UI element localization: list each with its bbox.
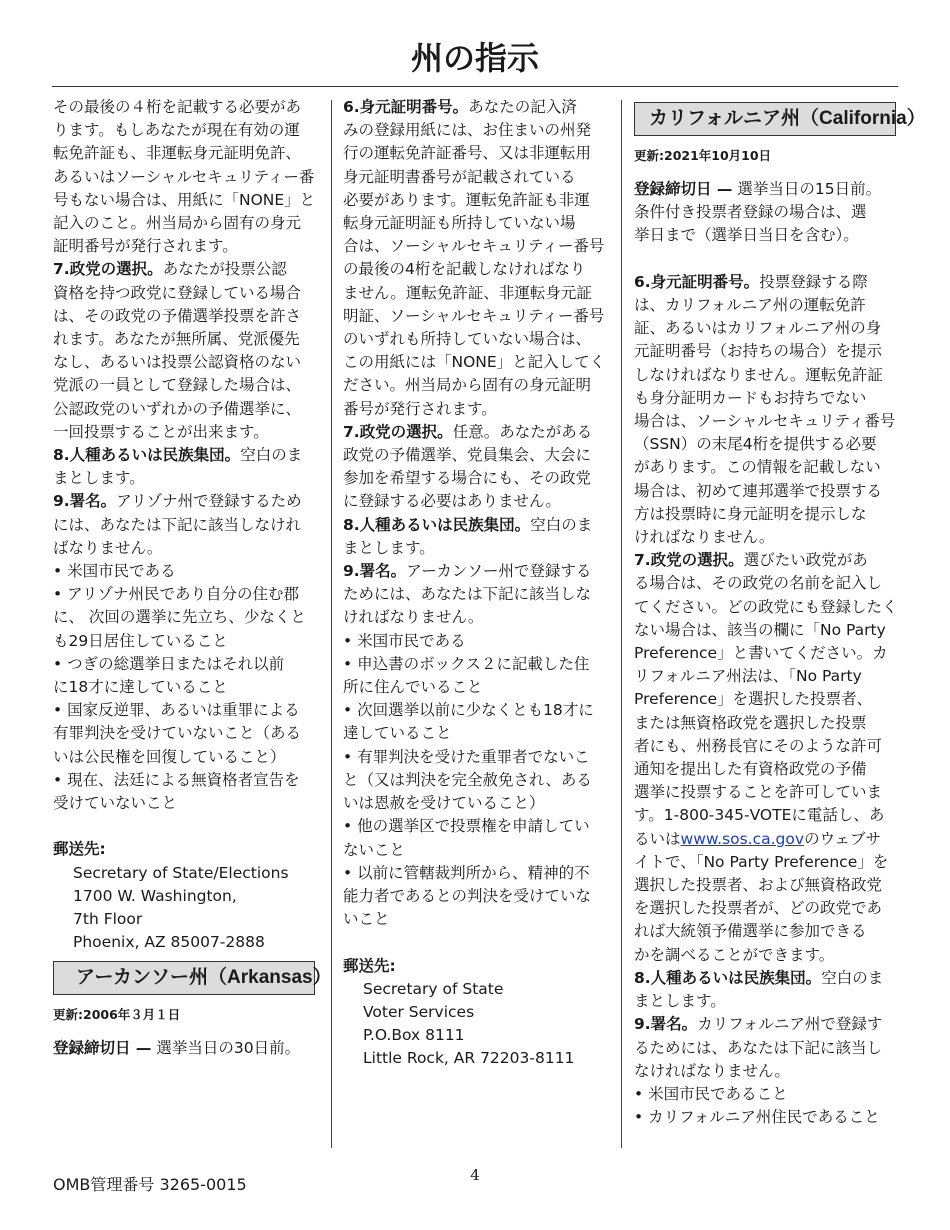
section-8-body xyxy=(634,990,904,1013)
text-line: 通知を提出した有資格政党の予備 xyxy=(634,760,867,779)
text-line: に、 次回の選挙に先立ち、少なくと xyxy=(53,608,306,627)
text-line: は、その政党の予備選挙投票を許さ xyxy=(53,306,302,325)
text-line: も29日居住していること xyxy=(53,631,228,650)
section-9-body xyxy=(634,1037,904,1130)
mailing-address xyxy=(53,862,323,955)
section-8-body xyxy=(53,467,323,490)
text-line: てください。どの政党にも登録したく xyxy=(634,597,898,616)
text-line: • 他の選挙区で投票権を申請してい xyxy=(343,817,590,836)
text-line: • 以前に管轄裁判所から、精神的不 xyxy=(343,863,590,882)
text-line: 能力者であるとの判決を受けていな xyxy=(343,886,592,905)
section-9-first-line: 9.署名。アーカンソー州で登録する xyxy=(343,562,592,581)
text-line: 番号が発行されます。 xyxy=(343,399,497,418)
section-8-body xyxy=(343,537,613,560)
text-line: いこと xyxy=(343,910,390,929)
text-line: まとします。 xyxy=(53,469,145,488)
text-line: を選択した投票者が、どの政党であ xyxy=(634,899,883,918)
section-9-first-line: 9.署名。アリゾナ州で登録するため xyxy=(53,492,302,511)
text-line: みの登録用紙には、お住まいの州発 xyxy=(343,121,592,140)
text-line: 場合は、初めて連邦選挙で投票する xyxy=(634,481,883,500)
text-line: なければなりません。 xyxy=(634,1061,790,1080)
section-heading: 7.政党の選択。 xyxy=(53,260,163,279)
text-line: まとします。 xyxy=(634,992,726,1011)
text-line: • 米国市民である xyxy=(53,562,176,581)
section-7-first-line: 7.政党の選択。あなたが投票公認 xyxy=(53,260,287,279)
section-7-tail xyxy=(634,851,904,967)
registration-deadline: 登録締切日 — 選挙当日の30日前。 xyxy=(53,1038,301,1057)
state-heading-arkansas: アーカンソー州（Arkansas） xyxy=(53,961,315,995)
text-line: この用紙には「NONE」と記入してく xyxy=(343,353,606,372)
mailing-label: 郵送先: xyxy=(343,956,396,975)
text-line: かを調べることができます。 xyxy=(634,945,835,964)
section-8-first-line: 8.人種あるいは民族集団。空白のま xyxy=(634,968,884,987)
text-line: も身分証明カードもお持ちでない xyxy=(634,388,867,407)
text-line: 合は、ソーシャルセキュリティー番号 xyxy=(343,237,605,256)
text-line: る場合は、その政党の名前を記入し xyxy=(634,574,883,593)
section-6-first-line: 6.身元証明番号。投票登録する際 xyxy=(634,272,868,291)
section-9-first-line: 9.署名。カリフォルニア州で登録す xyxy=(634,1015,883,1034)
text-line: 行の運転免許証番号、又は非運転用 xyxy=(343,144,592,163)
text-line: Phoenix, AZ 85007-2888 xyxy=(73,933,265,952)
section-heading: 7.政党の選択。 xyxy=(634,551,744,570)
text-line: 条件付き投票者登録の場合は、選 xyxy=(634,203,867,222)
section-9-body xyxy=(343,583,613,931)
text-line: イトで、「No Party Preference」を xyxy=(634,852,889,871)
text-line: Secretary of State xyxy=(363,979,504,998)
text-line: 号もない場合は、用紙に「NONE」と xyxy=(53,190,316,209)
section-heading: 6.身元証明番号。 xyxy=(634,272,760,291)
text-line: リフォルニア州法は、「No Party xyxy=(634,667,862,686)
text-line: Secretary of State/Elections xyxy=(73,863,289,882)
text-line: • 有罪判決を受けた重罪者でないこ xyxy=(343,747,590,766)
page-title: 州の指示 xyxy=(410,39,539,77)
text-line: ません。運転免許証、非運転身元証 xyxy=(343,283,592,302)
text-line: 有罪判決を受けていないこと（ある xyxy=(53,724,302,743)
text-line: れば大統領予備選挙に参加できる xyxy=(634,922,867,941)
section-heading: 8.人種あるいは民族集団。 xyxy=(53,446,241,465)
updated-date: 更新:2021年10月10日 xyxy=(634,148,772,163)
phone-line: す。1-800-345-VOTEに電話し、あ xyxy=(634,806,885,825)
section-heading: 9.署名。 xyxy=(634,1015,698,1034)
state-heading-california: カリフォルニア州（California） xyxy=(634,102,896,136)
text-line: ないこと xyxy=(343,840,406,859)
text-line: 記入のこと。州当局から固有の身元 xyxy=(53,214,302,233)
section-heading: 6.身元証明番号。 xyxy=(343,98,469,116)
text-line: 公認政党のいずれかの予備選挙に、 xyxy=(53,399,302,418)
text-line: • 次回選挙以前に少なくとも18才に xyxy=(343,701,594,720)
text-line: 明証、ソーシャルセキュリティー番号 xyxy=(343,306,605,325)
text-line: 党派の一員として登録した場合は、 xyxy=(53,376,302,395)
website-link[interactable]: www.sos.ca.gov xyxy=(680,829,805,848)
text-line: • 国家反逆罪、あるいは重罪による xyxy=(53,701,300,720)
mailing-label: 郵送先: xyxy=(53,840,106,859)
section-8-first-line: 8.人種あるいは民族集団。空白のま xyxy=(53,446,303,465)
text-line: • カリフォルニア州住民であること xyxy=(634,1108,880,1127)
text-line: あるいはソーシャルセキュリティー番 xyxy=(53,167,315,186)
text-line: 元証明番号（お持ちの場合）を提示 xyxy=(634,342,883,361)
text-line: 証、あるいはカリフォルニア州の身 xyxy=(634,319,882,338)
text-line: なし、あるいは投票公認資格のない xyxy=(53,353,302,372)
text-line: 挙日まで（選挙日当日を含む）。 xyxy=(634,226,859,245)
section-8-first-line: 8.人種あるいは民族集団。空白のま xyxy=(343,515,593,534)
text-line: Voter Services xyxy=(363,1002,475,1021)
text-line: には、あなたは下記に該当しなけれ xyxy=(53,515,302,534)
text-line: 選択した投票者、および無資格政党 xyxy=(634,876,883,895)
text-line: 必要があります。運転免許証も非運 xyxy=(343,190,590,209)
text-line: があります。この情報を記載しない xyxy=(634,458,881,477)
text-line: 所に住んでいること xyxy=(343,678,483,697)
website-line: るいはwww.sos.ca.govのウェブサ xyxy=(634,829,881,848)
text-line: その最後の４桁を記載する必要があ xyxy=(53,98,302,116)
text-line: ださい。州当局から固有の身元証明 xyxy=(343,376,592,395)
text-line: • 申込書のボックス２に記載した住 xyxy=(343,654,590,673)
text-line: ばなりません。 xyxy=(53,538,163,557)
text-line: • 現在、法廷による無資格者宣告を xyxy=(53,770,300,789)
section-7-body xyxy=(53,282,323,444)
intro-paragraph xyxy=(53,96,323,258)
text-line: P.O.Box 8111 xyxy=(363,1026,465,1045)
text-line: Preference」と書いてください。カ xyxy=(634,644,888,663)
section-7-first-line: 7.政党の選択。任意。あなたがある xyxy=(343,422,593,441)
text-line: 1700 W. Washington, xyxy=(73,886,237,905)
text-line: 7th Floor xyxy=(73,910,143,929)
text-line: しなければなりません。運転免許証 xyxy=(634,365,883,384)
text-line: に登録する必要はありません。 xyxy=(343,492,561,511)
section-9-body xyxy=(53,514,323,816)
section-heading: 8.人種あるいは民族集団。 xyxy=(634,968,822,987)
section-6-body xyxy=(343,119,613,421)
text-line: ります。もしあなたが現在有効の運 xyxy=(53,121,300,140)
text-line: は、カリフォルニア州の運転免許 xyxy=(634,296,866,314)
text-line: いは公民権を回復していること） xyxy=(53,747,286,766)
mailing-address xyxy=(343,978,613,1071)
text-line: 身元証明書番号が記載されている xyxy=(343,167,576,186)
section-heading: 9.署名。 xyxy=(343,562,407,581)
text-line: れます。あなたが無所属、党派優先 xyxy=(53,330,300,349)
text-line: • 米国市民である xyxy=(343,631,466,650)
text-line: 選挙に投票することを許可していま xyxy=(634,783,883,802)
text-line: と（又は判決を完全赦免され、ある xyxy=(343,770,592,789)
text-line: 参加を希望する場合にも、その政党 xyxy=(343,469,592,488)
text-line: ければなりません。 xyxy=(343,608,484,627)
section-6-first-line: 6.身元証明番号。あなたの記入済 xyxy=(343,98,577,116)
text-line: ない場合は、該当の欄に「No Party xyxy=(634,620,886,639)
text-line: まとします。 xyxy=(343,538,435,557)
column-1 xyxy=(53,96,332,1060)
text-line: 達していること xyxy=(343,724,452,743)
text-line: 資格を持つ政党に登録している場合 xyxy=(53,283,302,302)
section-7-first-line: 7.政党の選択。選びたい政党があ xyxy=(634,551,868,570)
text-line: に18才に達していること xyxy=(53,678,228,697)
text-line: 方は投票時に身元証明を提示しな xyxy=(634,504,867,523)
text-line: • 米国市民であること xyxy=(634,1084,788,1103)
text-line: 転身元証明証も所持していない場 xyxy=(343,214,576,233)
text-line: 証明番号が発行されます。 xyxy=(53,237,238,256)
section-7-body xyxy=(634,572,904,804)
text-line: のいずれも所持していない場合は、 xyxy=(343,330,592,349)
text-line: （SSN）の末尾4桁を提供する必要 xyxy=(634,435,877,454)
text-line: ければなりません。 xyxy=(634,528,775,547)
text-line: • アリゾナ州民であり自分の住む郡 xyxy=(53,585,299,604)
title-rule xyxy=(52,86,898,87)
updated-date: 更新:2006年３月１日 xyxy=(53,1006,181,1022)
text-line: 一回投票することが出来ます。 xyxy=(53,422,269,441)
section-heading: 9.署名。 xyxy=(53,492,117,511)
text-line: または無資格政党を選択した投票 xyxy=(634,713,867,732)
text-line: 転免許証も、非運転身元証明免許、 xyxy=(53,144,302,163)
column-2 xyxy=(343,96,613,1071)
text-line: • つぎの総選挙日またはそれ以前 xyxy=(53,654,285,673)
text-line: 者にも、州務長官にそのような許可 xyxy=(634,736,883,755)
text-line: 政党の予備選挙、党員集会、大会に xyxy=(343,446,592,465)
text-line: いは恩赦を受けていること） xyxy=(343,794,545,813)
section-heading: 8.人種あるいは民族集団。 xyxy=(343,515,531,534)
column-3 xyxy=(634,96,926,1129)
section-7-body xyxy=(343,444,613,514)
text-line: 場合は、ソーシャルセキュリティ番号 xyxy=(634,412,896,431)
text-line: の最後の4桁を記載しなければなり xyxy=(343,260,586,279)
text-line: 受けていないこと xyxy=(53,794,178,813)
section-6-body xyxy=(634,294,904,549)
page-number: 4 xyxy=(470,1166,480,1184)
column-divider xyxy=(621,100,622,1148)
section-heading: 7.政党の選択。 xyxy=(343,422,453,441)
text-line: Preference」を選択した投票者、 xyxy=(634,690,873,709)
text-line: ためには、あなたは下記に該当しな xyxy=(343,585,592,604)
omb-control-number: OMB管理番号 3265-0015 xyxy=(53,1175,247,1194)
registration-deadline: 登録締切日 — 選挙当日の15日前。 xyxy=(634,180,882,198)
text-line: Little Rock, AR 72203-8111 xyxy=(363,1049,575,1068)
deadline-body xyxy=(634,201,904,247)
text-line: るためには、あなたは下記に該当し xyxy=(634,1038,883,1057)
